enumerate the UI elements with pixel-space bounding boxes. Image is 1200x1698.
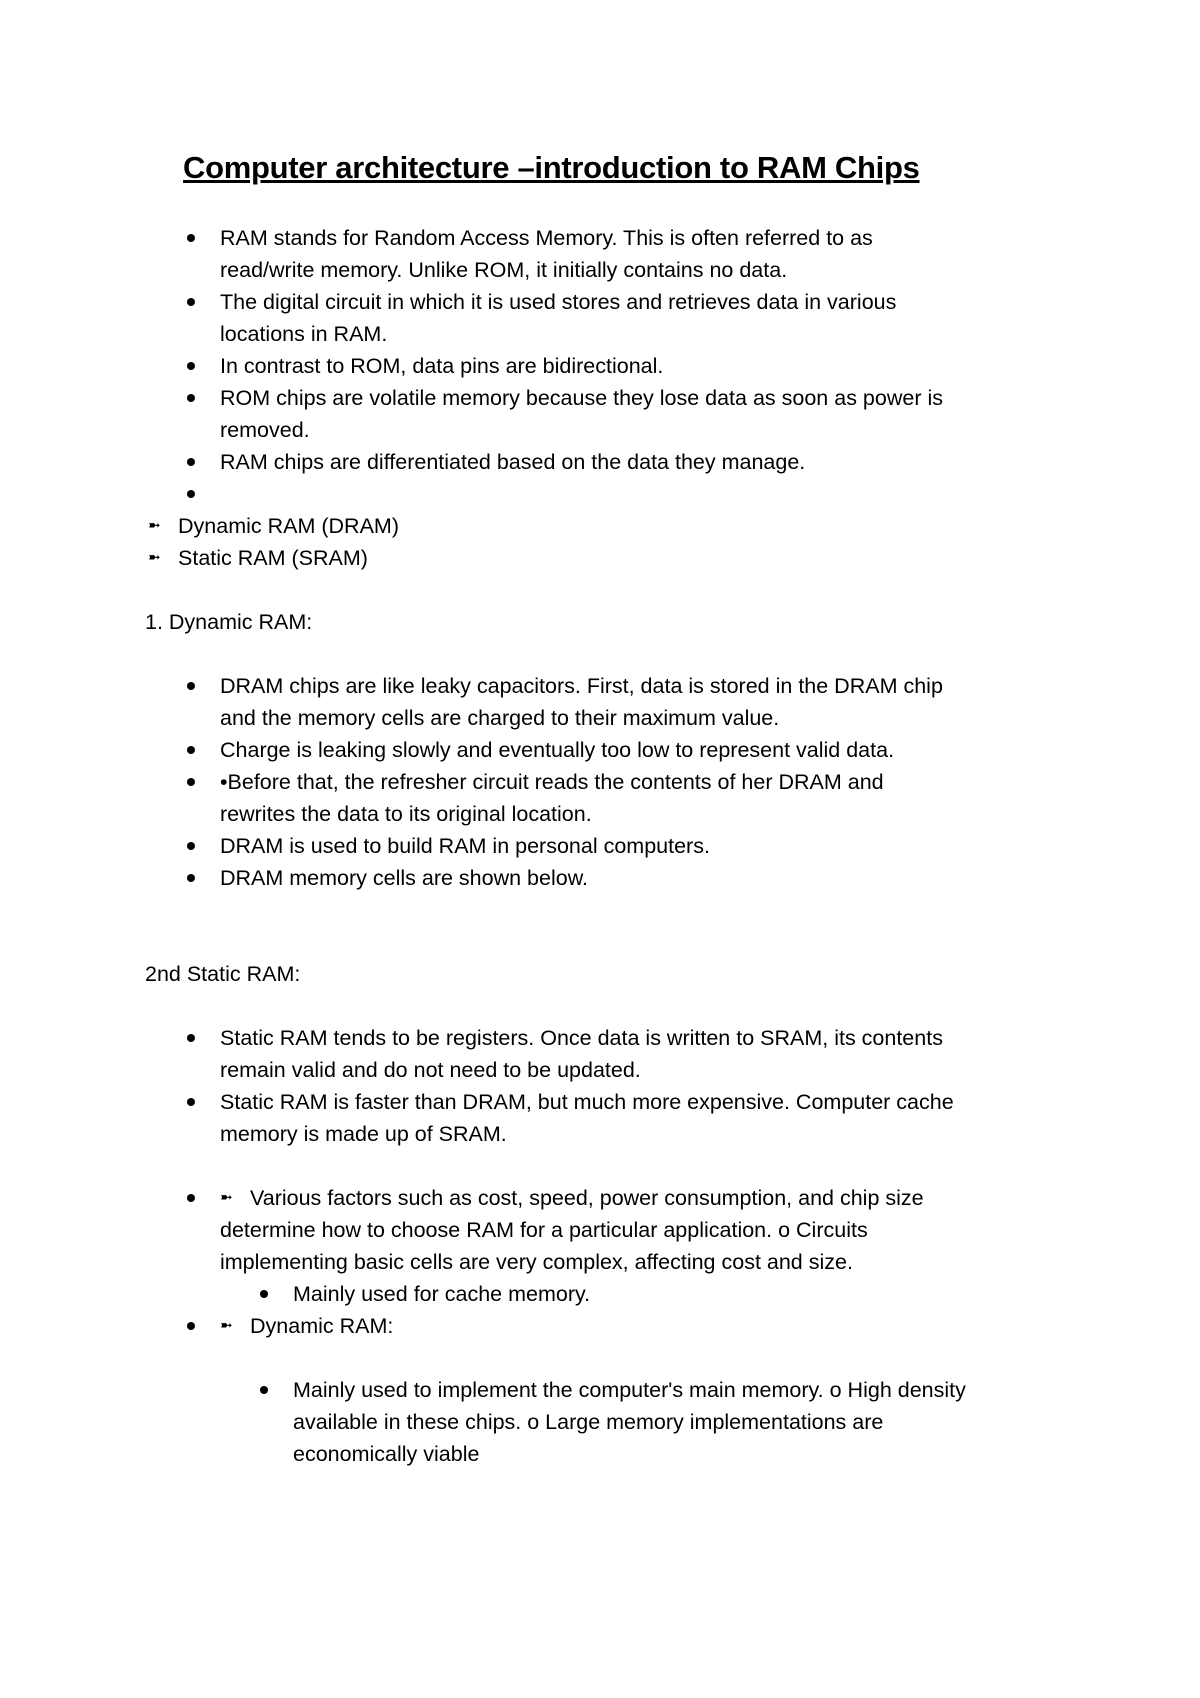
bullet-dot xyxy=(187,778,195,786)
bullet-dot xyxy=(187,1034,195,1042)
bullet-dot xyxy=(187,1098,195,1106)
sram-bullet-1-line-2: remain valid and do not need to be updated. xyxy=(220,1058,641,1082)
arrow-icon: ➼ xyxy=(148,517,161,534)
sram-heading: 2nd Static RAM: xyxy=(145,962,301,986)
intro-bullet-3-line-1: In contrast to ROM, data pins are bidirectional. xyxy=(220,354,664,378)
dram-bullet-3-line-1: •Before that, the refresher circuit reads the contents of her DRAM and xyxy=(220,770,884,794)
bullet-dot xyxy=(187,1194,195,1202)
intro-bullet-4-line-1: ROM chips are volatile memory because they lose data as soon as power is xyxy=(220,386,943,410)
sram-bullet-1-line-1: Static RAM tends to be registers. Once data is written to SRAM, its contents xyxy=(220,1026,943,1050)
dram-bullet-1-line-1: DRAM chips are like leaky capacitors. First, data is stored in the DRAM chip xyxy=(220,674,943,698)
sram-sub-bullet-2-line-1: Mainly used to implement the computer's main memory. o High density xyxy=(293,1378,966,1402)
bullet-dot xyxy=(187,298,195,306)
sram-bullet-4-line-1: Dynamic RAM: xyxy=(250,1314,394,1338)
sram-sub-bullet-1: Mainly used for cache memory. xyxy=(293,1282,591,1306)
dram-bullet-4-line-1: DRAM is used to build RAM in personal computers. xyxy=(220,834,710,858)
bullet-dot xyxy=(187,362,195,370)
bullet-dot xyxy=(187,1322,195,1330)
intro-bullet-2-line-1: The digital circuit in which it is used stores and retrieves data in various xyxy=(220,290,897,314)
sub-bullet-dot xyxy=(260,1386,268,1394)
type-dram: Dynamic RAM (DRAM) xyxy=(178,514,399,538)
bullet-dot xyxy=(187,394,195,402)
intro-bullet-1-line-2: read/write memory. Unlike ROM, it initially contains no data. xyxy=(220,258,788,282)
dram-bullet-5-line-1: DRAM memory cells are shown below. xyxy=(220,866,589,890)
page-title: Computer architecture –introduction to RAM Chips xyxy=(183,150,920,185)
sram-sub-bullet-2-line-2: available in these chips. o Large memory implementations are xyxy=(293,1410,884,1434)
arrow-icon: ➼ xyxy=(148,549,161,566)
dram-bullet-2-line-1: Charge is leaking slowly and eventually too low to represent valid data. xyxy=(220,738,895,762)
type-sram: Static RAM (SRAM) xyxy=(178,546,368,570)
bullet-dot xyxy=(187,874,195,882)
empty-bullet-dot xyxy=(187,490,195,498)
sram-bullet-3-line-3: implementing basic cells are very complex, affecting cost and size. xyxy=(220,1250,853,1274)
dram-bullet-1-line-2: and the memory cells are charged to their maximum value. xyxy=(220,706,780,730)
sram-sub-bullet-2-line-3: economically viable xyxy=(293,1442,480,1466)
intro-bullet-4-line-2: removed. xyxy=(220,418,310,442)
sram-bullet-2-line-1: Static RAM is faster than DRAM, but much more expensive. Computer cache xyxy=(220,1090,954,1114)
dram-heading: 1. Dynamic RAM: xyxy=(145,610,313,634)
arrow-icon: ➼ xyxy=(220,1189,233,1206)
bullet-dot xyxy=(187,682,195,690)
sram-bullet-2-line-2: memory is made up of SRAM. xyxy=(220,1122,507,1146)
sram-bullet-3-line-1: Various factors such as cost, speed, power consumption, and chip size xyxy=(250,1186,924,1210)
bullet-dot xyxy=(187,458,195,466)
intro-bullet-1-line-1: RAM stands for Random Access Memory. This is often referred to as xyxy=(220,226,873,250)
bullet-dot xyxy=(187,746,195,754)
intro-bullet-2-line-2: locations in RAM. xyxy=(220,322,388,346)
intro-bullet-5-line-1: RAM chips are differentiated based on the data they manage. xyxy=(220,450,806,474)
bullet-dot xyxy=(187,842,195,850)
sram-bullet-3-line-2: determine how to choose RAM for a particular application. o Circuits xyxy=(220,1218,868,1242)
bullet-dot xyxy=(187,234,195,242)
dram-bullet-3-line-2: rewrites the data to its original location. xyxy=(220,802,592,826)
arrow-icon: ➼ xyxy=(220,1317,233,1334)
sub-bullet-dot xyxy=(260,1290,268,1298)
